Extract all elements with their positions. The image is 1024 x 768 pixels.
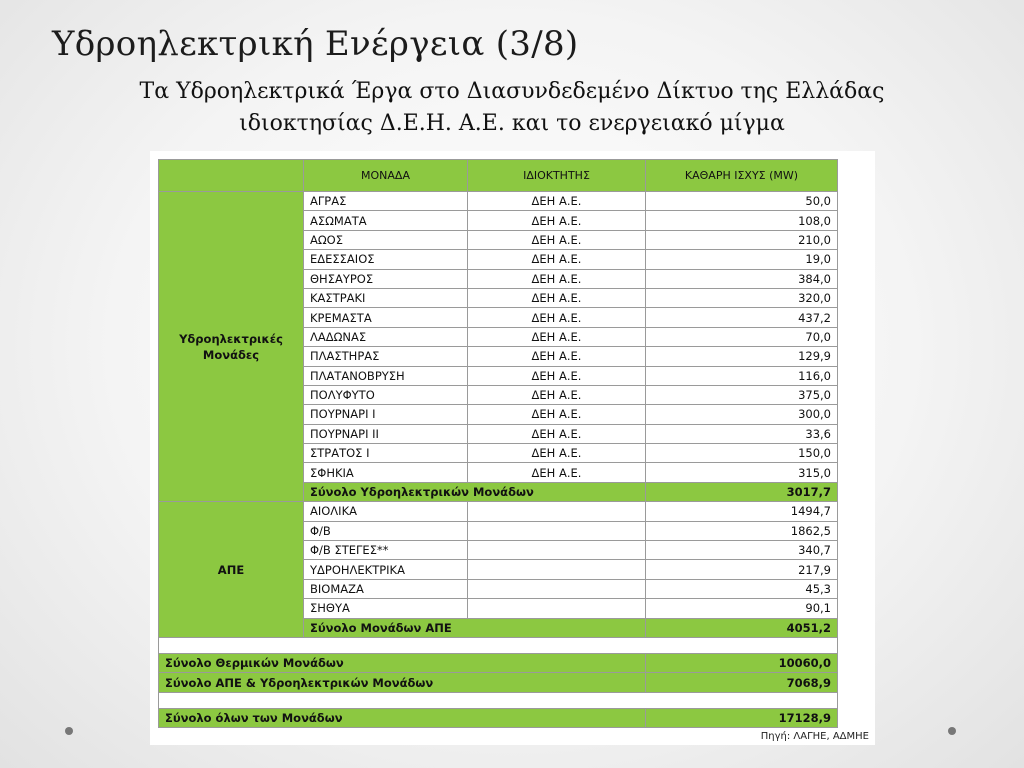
- grand-total-row: [159, 708, 838, 727]
- table-row: [159, 502, 838, 521]
- owner-cell: ΔΕΗ Α.Ε.: [468, 230, 646, 249]
- nav-dot-right: [948, 727, 956, 735]
- thermal-total-label: Σύνολο Θερμικών Μονάδων: [159, 653, 646, 672]
- blank-row: [159, 637, 838, 653]
- unit-cell: ΑΓΡΑΣ: [304, 192, 468, 211]
- owner-cell: [468, 599, 646, 618]
- thermal-total-value: 10060,0: [646, 653, 838, 672]
- subtitle-line-1: Τα Υδροηλεκτρικά Έργα στο Διασυνδεδεμένο Δίκτυο της Ελλάδας: [139, 79, 885, 104]
- unit-cell: ΣΤΡΑΤΟΣ Ι: [304, 444, 468, 463]
- nav-dot-left: [65, 727, 73, 735]
- unit-cell: ΣΦΗΚΙΑ: [304, 463, 468, 482]
- subtitle-line-2: ιδιοκτησίας Δ.Ε.Η. Α.Ε. και το ενεργειακό μίγμα: [239, 111, 785, 136]
- owner-cell: [468, 502, 646, 521]
- group-label-res: ΑΠΕ: [159, 502, 304, 638]
- capacity-cell: 116,0: [646, 366, 838, 385]
- capacity-cell: 1494,7: [646, 502, 838, 521]
- capacity-cell: 340,7: [646, 541, 838, 560]
- capacity-cell: 210,0: [646, 230, 838, 249]
- slide-subtitle: [0, 76, 1024, 140]
- capacity-cell: 108,0: [646, 211, 838, 230]
- capacity-cell: 384,0: [646, 269, 838, 288]
- capacity-cell: 45,3: [646, 579, 838, 598]
- hydro-total-label: Σύνολο Υδροηλεκτρικών Μονάδων: [304, 482, 646, 501]
- capacity-cell: 90,1: [646, 599, 838, 618]
- res-total-value: 4051,2: [646, 618, 838, 637]
- owner-cell: ΔΕΗ Α.Ε.: [468, 211, 646, 230]
- blank-cell: [159, 637, 838, 653]
- unit-cell: ΚΡΕΜΑΣΤΑ: [304, 308, 468, 327]
- unit-cell: ΣΗΘΥΑ: [304, 599, 468, 618]
- res-hydro-total-label: Σύνολο ΑΠΕ & Υδροηλεκτρικών Μονάδων: [159, 673, 646, 692]
- unit-cell: Φ/Β ΣΤΕΓΕΣ**: [304, 541, 468, 560]
- capacity-cell: 19,0: [646, 250, 838, 269]
- unit-cell: ΠΟΛΥΦΥΤΟ: [304, 385, 468, 404]
- capacity-cell: 320,0: [646, 288, 838, 307]
- capacity-cell: 50,0: [646, 192, 838, 211]
- unit-cell: ΠΛΑΤΑΝΟΒΡΥΣΗ: [304, 366, 468, 385]
- source-note: Πηγή: ΛΑΓΗΕ, ΑΔΜΗΕ: [760, 731, 869, 742]
- blank-row: [159, 692, 838, 708]
- owner-cell: ΔΕΗ Α.Ε.: [468, 463, 646, 482]
- owner-cell: ΔΕΗ Α.Ε.: [468, 424, 646, 443]
- owner-cell: [468, 541, 646, 560]
- header-corner: [159, 160, 304, 192]
- group-label-hydro: Υδροηλεκτρικές Μονάδες: [159, 192, 304, 502]
- unit-cell: ΑΩΟΣ: [304, 230, 468, 249]
- table-panel: [150, 151, 875, 745]
- res-total-label: Σύνολο Μονάδων ΑΠΕ: [304, 618, 646, 637]
- header-capacity: ΚΑΘΑΡΗ ΙΣΧΥΣ (MW): [646, 160, 838, 192]
- unit-cell: ΠΛΑΣΤΗΡΑΣ: [304, 347, 468, 366]
- owner-cell: ΔΕΗ Α.Ε.: [468, 308, 646, 327]
- capacity-cell: 300,0: [646, 405, 838, 424]
- owner-cell: ΔΕΗ Α.Ε.: [468, 327, 646, 346]
- table-header-row: [159, 160, 838, 192]
- capacity-cell: 437,2: [646, 308, 838, 327]
- grand-total-label: Σύνολο όλων των Μονάδων: [159, 708, 646, 727]
- owner-cell: ΔΕΗ Α.Ε.: [468, 269, 646, 288]
- owner-cell: ΔΕΗ Α.Ε.: [468, 288, 646, 307]
- capacity-cell: 33,6: [646, 424, 838, 443]
- owner-cell: [468, 560, 646, 579]
- unit-cell: ΠΟΥΡΝΑΡΙ ΙΙ: [304, 424, 468, 443]
- header-owner: ΙΔΙΟΚΤΗΤΗΣ: [468, 160, 646, 192]
- unit-cell: ΒΙΟΜΑΖΑ: [304, 579, 468, 598]
- blank-cell: [159, 692, 838, 708]
- unit-cell: ΑΣΩΜΑΤΑ: [304, 211, 468, 230]
- capacity-cell: 375,0: [646, 385, 838, 404]
- table-row: [159, 192, 838, 211]
- unit-cell: ΑΙΟΛΙΚΑ: [304, 502, 468, 521]
- capacity-cell: 315,0: [646, 463, 838, 482]
- capacity-cell: 150,0: [646, 444, 838, 463]
- capacity-cell: 217,9: [646, 560, 838, 579]
- owner-cell: ΔΕΗ Α.Ε.: [468, 347, 646, 366]
- slide-title: Υδροηλεκτρική Ενέργεια (3/8): [52, 24, 579, 64]
- capacity-cell: 1862,5: [646, 521, 838, 540]
- unit-cell: ΘΗΣΑΥΡΟΣ: [304, 269, 468, 288]
- owner-cell: ΔΕΗ Α.Ε.: [468, 385, 646, 404]
- capacity-cell: 129,9: [646, 347, 838, 366]
- power-units-table: [158, 159, 838, 728]
- owner-cell: ΔΕΗ Α.Ε.: [468, 250, 646, 269]
- grand-total-value: 17128,9: [646, 708, 838, 727]
- unit-cell: ΠΟΥΡΝΑΡΙ Ι: [304, 405, 468, 424]
- owner-cell: ΔΕΗ Α.Ε.: [468, 192, 646, 211]
- owner-cell: ΔΕΗ Α.Ε.: [468, 444, 646, 463]
- unit-cell: ΛΑΔΩΝΑΣ: [304, 327, 468, 346]
- capacity-cell: 70,0: [646, 327, 838, 346]
- owner-cell: ΔΕΗ Α.Ε.: [468, 366, 646, 385]
- res-hydro-total-value: 7068,9: [646, 673, 838, 692]
- thermal-total-row: [159, 653, 838, 672]
- header-unit: ΜΟΝΑΔΑ: [304, 160, 468, 192]
- res-hydro-total-row: [159, 673, 838, 692]
- owner-cell: [468, 521, 646, 540]
- unit-cell: ΕΔΕΣΣΑΙΟΣ: [304, 250, 468, 269]
- owner-cell: [468, 579, 646, 598]
- unit-cell: ΚΑΣΤΡΑΚΙ: [304, 288, 468, 307]
- unit-cell: Φ/Β: [304, 521, 468, 540]
- unit-cell: ΥΔΡΟΗΛΕΚΤΡΙΚΑ: [304, 560, 468, 579]
- hydro-total-value: 3017,7: [646, 482, 838, 501]
- owner-cell: ΔΕΗ Α.Ε.: [468, 405, 646, 424]
